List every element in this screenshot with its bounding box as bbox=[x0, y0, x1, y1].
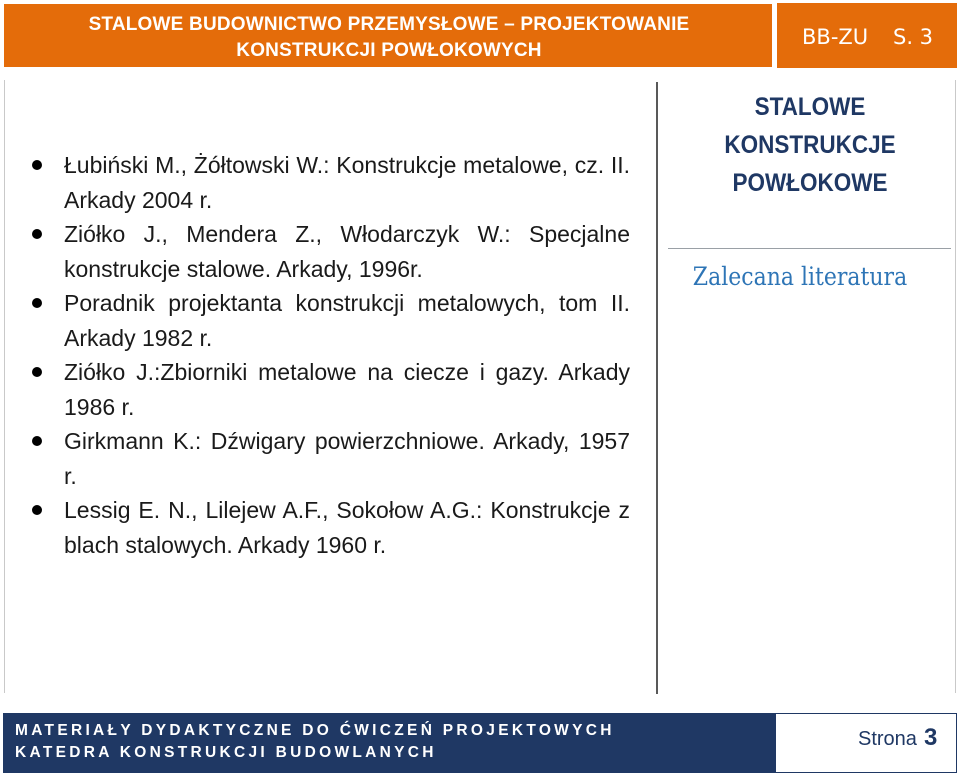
side-title bbox=[675, 88, 945, 202]
literature-item-text: Girkmann K.: Dźwigary powierzchniowe. Arkady, 1957 r. bbox=[64, 428, 630, 489]
literature-item bbox=[30, 355, 630, 424]
literature-item-text: Lessig E. N., Lilejew A.F., Sokołow A.G.: Konstrukcje z blach stalowych. Arkady 1960 r. bbox=[64, 497, 630, 558]
literature-item-text: Łubiński M., Żółtowski W.: Konstrukcje metalowe, cz. II. Arkady 2004 r. bbox=[64, 152, 630, 213]
literature-item-text: Ziółko J., Mendera Z., Włodarczyk W.: Specjalne konstrukcje stalowe. Arkady, 1996r. bbox=[64, 221, 630, 282]
literature-item bbox=[30, 493, 630, 562]
footer-page-box bbox=[775, 713, 957, 773]
header-page-number: S. 3 bbox=[893, 25, 934, 49]
side-subtitle: Zalecana literatura bbox=[692, 262, 908, 291]
literature-list bbox=[30, 148, 630, 562]
header-title-block bbox=[3, 3, 773, 68]
footer-bar bbox=[3, 713, 775, 773]
bullet-icon bbox=[32, 298, 42, 308]
bullet-icon bbox=[32, 160, 42, 170]
bullet-icon bbox=[32, 436, 42, 446]
bullet-icon bbox=[32, 367, 42, 377]
literature-item-text: Poradnik projektanta konstrukcji metalowych, tom II. Arkady 1982 r. bbox=[64, 290, 630, 351]
header-bar bbox=[3, 3, 957, 68]
footer-line2: KATEDRA KONSTRUKCJI BUDOWLANYCH bbox=[15, 744, 437, 761]
literature-item bbox=[30, 217, 630, 286]
footer-page-number: 3 bbox=[924, 724, 938, 751]
bullet-icon bbox=[32, 229, 42, 239]
vertical-divider bbox=[656, 82, 658, 694]
side-separator bbox=[668, 248, 951, 249]
literature-item bbox=[30, 286, 630, 355]
footer-line1: MATERIAŁY DYDAKTYCZNE DO ĆWICZEŃ PROJEKTOWYCH bbox=[15, 722, 615, 739]
footer-page-label: Strona bbox=[858, 728, 917, 750]
header-title-line2: KONSTRUKCJI POWŁOKOWYCH bbox=[236, 40, 542, 61]
header-course-code: BB-ZU bbox=[802, 25, 869, 49]
literature-item-text: Ziółko J.:Zbiorniki metalowe na ciecze i gazy. Arkady 1986 r. bbox=[64, 359, 630, 420]
header-code-block bbox=[777, 3, 957, 68]
header-title-line1: STALOWE BUDOWNICTWO PRZEMYSŁOWE – PROJEKTOWANIE bbox=[88, 14, 690, 35]
side-title-line2: KONSTRUKCJE bbox=[724, 131, 896, 159]
literature-item bbox=[30, 424, 630, 493]
bullet-icon bbox=[32, 505, 42, 515]
side-title-line3: POWŁOKOWE bbox=[732, 169, 888, 197]
literature-item bbox=[30, 148, 630, 217]
side-title-line1: STALOWE bbox=[754, 93, 866, 121]
